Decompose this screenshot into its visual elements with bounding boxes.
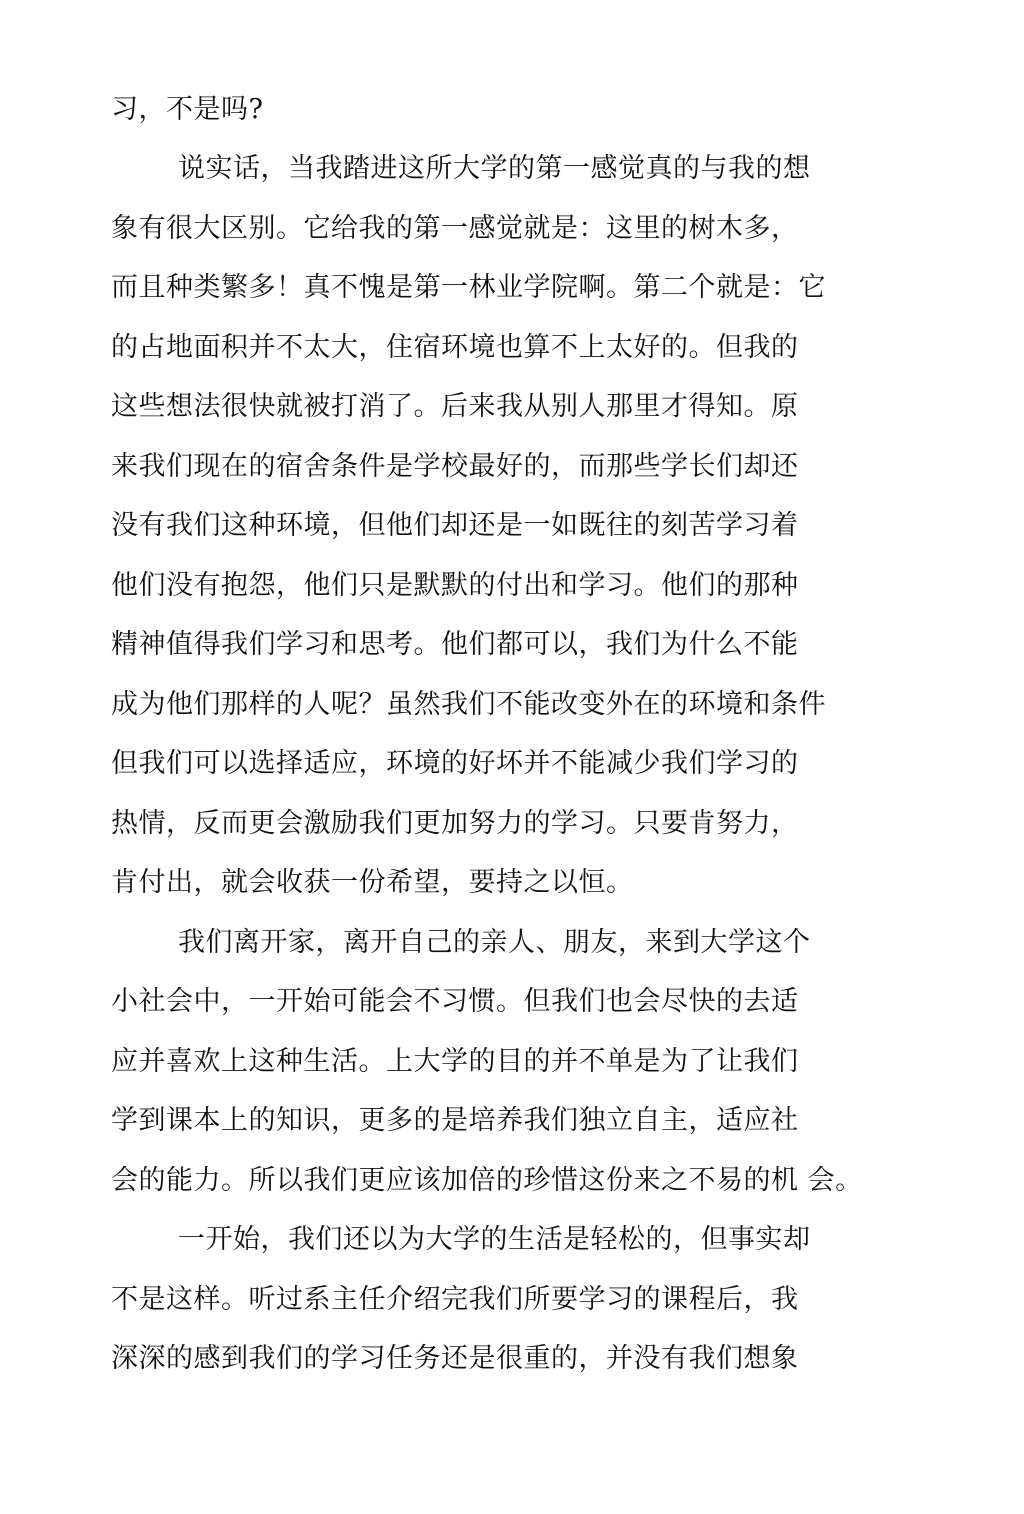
- text-line-13: 热情，反而更会激励我们更加努力的学习。只要肯努力，: [111, 808, 799, 839]
- text-line-16: 小社会中，一开始可能会不习惯。但我们也会尽快的去适: [111, 986, 799, 1017]
- text-line-8: 没有我们这种环境，但他们却还是一如既往的刻苦学习着: [111, 510, 799, 541]
- text-line-11: 成为他们那样的人呢？虽然我们不能改变外在的环境和条件: [111, 689, 826, 720]
- text-line-14: 肯付出，就会收获一份希望，要持之以恒。: [111, 867, 634, 898]
- paragraph-start-line: 我们离开家，离开自己的亲人、朋友，来到大学这个: [178, 927, 811, 958]
- text-line-19: 会的能力。所以我们更应该加倍的珍惜这份来之不易的机 会。: [111, 1165, 863, 1196]
- text-line-12: 但我们可以选择适应，环境的好坏并不能减少我们学习的: [111, 748, 799, 779]
- text-line-3: 象有很大区别。它给我的第一感觉就是：这里的树木多，: [111, 213, 799, 244]
- text-line-5: 的占地面积并不太大，住宿环境也算不上太好的。但我的: [111, 332, 799, 363]
- text-line-18: 学到课本上的知识，更多的是培养我们独立自主，适应社: [111, 1105, 799, 1136]
- paragraph-start-line: 一开始，我们还以为大学的生活是轻松的，但事实却: [178, 1224, 811, 1255]
- text-line-6: 这些想法很快就被打消了。后来我从别人那里才得知。原: [111, 391, 799, 422]
- text-line-7: 来我们现在的宿舍条件是学校最好的，而那些学长们却还: [111, 451, 799, 482]
- text-line-17: 应并喜欢上这种生活。上大学的目的并不单是为了让我们: [111, 1046, 799, 1077]
- text-line-1: 习，不是吗?: [111, 94, 264, 125]
- text-line-4: 而且种类繁多！真不愧是第一林业学院啊。第二个就是：它: [111, 272, 826, 303]
- text-line-21: 不是这样。听过系主任介绍完我们所要学习的课程后，我: [111, 1284, 799, 1315]
- text-line-10: 精神值得我们学习和思考。他们都可以，我们为什么不能: [111, 629, 799, 660]
- text-line-9: 他们没有抱怨，他们只是默默的付出和学习。他们的那种: [111, 570, 799, 601]
- paragraph-start-line: 说实话，当我踏进这所大学的第一感觉真的与我的想: [178, 153, 811, 184]
- text-line-22: 深深的感到我们的学习任务还是很重的，并没有我们想象: [111, 1343, 799, 1374]
